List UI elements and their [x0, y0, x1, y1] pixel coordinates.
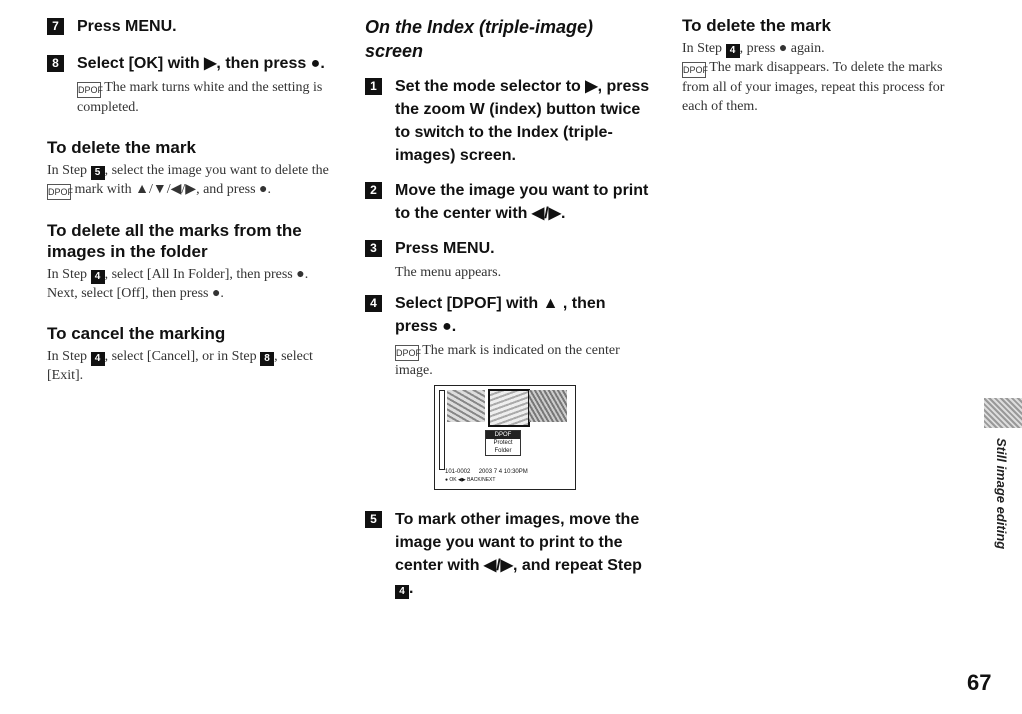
menu-item-dpof: DPOF — [486, 431, 520, 439]
step-ref: 4 — [91, 352, 105, 366]
step-number: 2 — [365, 182, 382, 199]
step-ref: 4 — [91, 270, 105, 284]
scroll-bar — [439, 390, 445, 470]
step-4-body: DPOF The mark is indicated on the center image. — [395, 343, 620, 378]
step-text: To mark other images, move the image you want to print to the center with ◀/▶, and repeat Step — [395, 511, 642, 574]
step-text: Press MENU. — [77, 18, 177, 35]
step-text: Select [OK] with ▶, then press ●. — [77, 55, 325, 72]
step-number: 3 — [365, 240, 382, 257]
column-middle — [365, 15, 650, 380]
page-number: 67 — [967, 670, 992, 695]
heading-delete-all: To delete all the marks from the images in the folder — [47, 221, 302, 261]
column-right — [682, 15, 967, 116]
screen-menu — [485, 430, 521, 456]
step-7 — [47, 15, 337, 38]
print-mark-icon: DPOF — [47, 184, 71, 200]
print-mark-icon: DPOF — [395, 345, 419, 361]
index-screen-heading: On the Index (triple-image) screen — [365, 17, 594, 61]
heading-delete-mark-index: To delete the mark — [682, 16, 831, 35]
thumbnail-left — [447, 390, 485, 422]
step-ref: 4 — [726, 44, 740, 58]
step-ref: 4 — [395, 585, 409, 599]
print-mark-icon: DPOF — [682, 62, 706, 78]
cancel-body: In Step 4 , select [Cancel], or in Step 8 , select [Exit]. — [47, 349, 313, 383]
step-2 — [365, 179, 650, 225]
section-label: Still image editing — [994, 438, 1009, 550]
step-number: 1 — [365, 78, 382, 95]
step-3 — [365, 237, 650, 282]
menu-item-protect: Protect — [493, 440, 513, 446]
column-middle-lower — [365, 508, 650, 600]
date-time: 2003 7 4 10:30PM — [478, 469, 528, 475]
step-number: 7 — [47, 18, 64, 35]
heading-cancel: To cancel the marking — [47, 324, 226, 343]
step-8-body: DPOF The mark turns white and the setting is completed. — [77, 80, 323, 115]
step-3-body: The menu appears. — [395, 265, 502, 280]
camera-screen-illustration — [434, 385, 576, 490]
step-ref: 5 — [91, 166, 105, 180]
step-ref: 8 — [260, 352, 274, 366]
step-number: 5 — [365, 511, 382, 528]
step-1 — [365, 75, 650, 167]
heading-delete-mark: To delete the mark — [47, 138, 196, 157]
column-left — [47, 15, 337, 385]
screen-footer: ● OK ◀▶ BACK/NEXT — [445, 477, 496, 483]
delete-all-body: In Step 4 , select [All In Folder], then press ●. Next, select [Off], then press ●. — [47, 267, 309, 301]
print-mark-icon: DPOF — [77, 82, 101, 98]
step-5: 5 To mark other images, move the image you want to print to the center with ◀/▶, and repeat Step 4 . — [365, 508, 650, 600]
section-tab — [984, 398, 1022, 428]
screen-status — [445, 468, 528, 476]
step-4 — [365, 292, 650, 380]
delete-mark-index-body: In Step 4 , press ● again. DPOF The mark disappears. To delete the marks from all of your images, repeat this process for each of them. — [682, 41, 945, 114]
delete-mark-body: In Step 5 , select the image you want to delete the DPOF mark with ▲/▼/◀/▶, and press ●. — [47, 161, 337, 200]
thumbnail-right — [529, 390, 567, 422]
step-text: Set the mode selector to ▶, press the zoom W (index) button twice to switch to the Index (triple-images) screen. — [395, 78, 650, 164]
step-number: 4 — [365, 295, 382, 312]
step-number: 8 — [47, 55, 64, 72]
file-number: 101-0002 — [445, 469, 471, 475]
step-text: Move the image you want to print to the center with ◀/▶. — [395, 182, 649, 222]
step-text: Select [DPOF] with ▲ , then press ●. — [395, 295, 606, 335]
menu-item-folder: Folder — [494, 448, 512, 454]
step-text: Press MENU. — [395, 240, 495, 257]
step-8 — [47, 52, 337, 117]
thumbnail-center — [488, 389, 530, 427]
